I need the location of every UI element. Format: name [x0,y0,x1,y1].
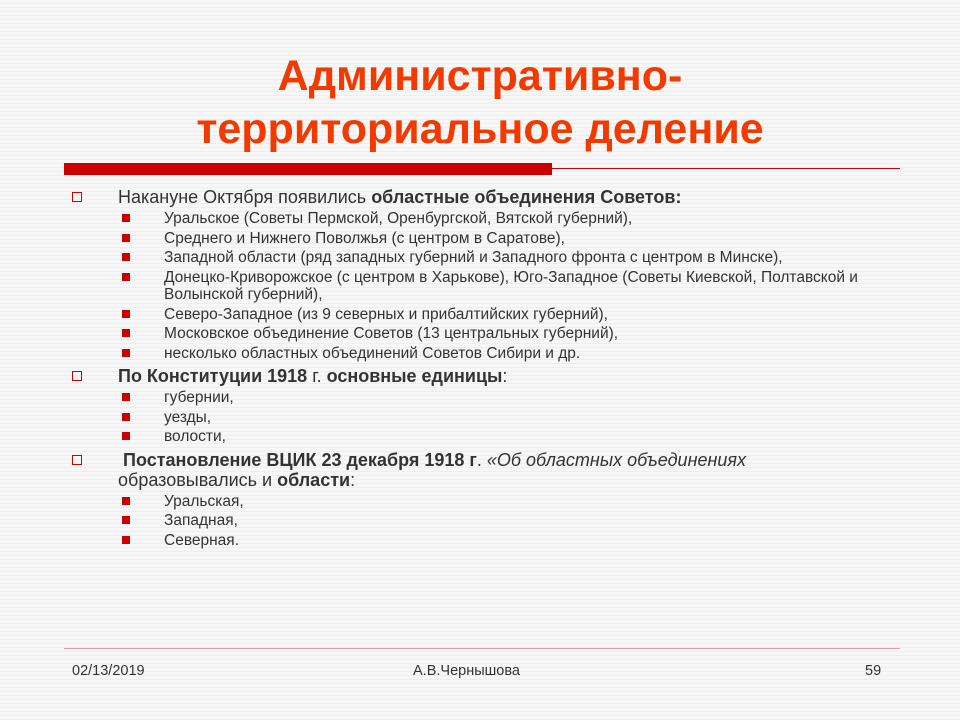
list-item-text: Уральская, [164,492,244,510]
list-item-text: Западной области (ряд западных губерний и Западного фронта с центром в Минске), [164,249,783,266]
bullet-text-bold: основные единицы [326,366,503,386]
title-divider-thick [64,163,552,175]
filled-square-bullet-icon [122,516,130,524]
list-item [118,306,872,324]
bullet-text [118,450,872,490]
list-item-text: Московское объединение Советов (13 центральных губерний), [164,325,619,342]
slide-content [72,187,872,551]
bullet-item-constitution [72,366,872,446]
bullet-text-bold: области [277,469,351,490]
footer-divider [64,648,900,649]
list-item [118,230,872,248]
bullet-item-decree [72,450,872,550]
filled-square-bullet-icon [122,329,130,337]
filled-square-bullet-icon [122,349,130,357]
list-item [118,210,872,228]
sub-list [118,389,872,446]
bullet-text-bold: По Конституции 1918 [118,366,308,386]
list-item [118,409,872,427]
bullet-text-part: Накануне Октября появились [118,187,372,207]
filled-square-bullet-icon [122,413,130,421]
bullet-text-part: . [476,449,487,470]
bullet-text-part: : [350,469,356,490]
filled-square-bullet-icon [122,273,130,281]
list-item [118,493,872,511]
filled-square-bullet-icon [122,234,130,242]
list-item-text: Среднего и Нижнего Поволжья (с центром в Саратове), [164,229,565,247]
title-line-2: территориальное деление [196,105,764,153]
filled-square-bullet-icon [122,310,130,318]
sub-list [118,210,872,362]
bullet-item-october [72,187,872,362]
bullet-text-italic: «Об областных объединениях [486,449,747,470]
list-item-text: Северо-Западное (из 9 северных и прибалтийских губерний), [164,305,608,323]
hollow-square-bullet-icon [72,192,82,202]
list-item-text: несколько областных объединений Советов Сибири и др. [164,344,581,362]
filled-square-bullet-icon [122,432,130,440]
filled-square-bullet-icon [122,253,130,261]
list-item [118,325,872,343]
list-item-text: уезды, [164,408,212,426]
slide-title [60,50,900,156]
list-item-text: Донецко-Криворожское (с центром в Харькове), Юго-Западное (Советы Киевской, Полтавской и Волынской губерний), [164,268,858,303]
hollow-square-bullet-icon [72,371,82,381]
list-item-text: губернии, [164,389,234,406]
title-line-1: Административно- [277,52,683,100]
list-item-text: волости, [164,428,226,445]
page-number: 59 [865,663,882,679]
bullet-text-part: образовывались и [118,449,757,490]
list-item-text: Уральское (Советы Пермской, Оренбургской, Вятской губерний), [164,210,633,227]
bullet-text-bold: Постановление ВЦИК 23 декабря 1918 г [118,449,477,470]
list-item [118,345,872,363]
sub-list [118,493,872,550]
filled-square-bullet-icon [122,536,130,544]
hollow-square-bullet-icon [72,455,82,465]
bullet-text [118,366,872,386]
list-item [118,428,872,446]
list-item [118,532,872,550]
title-divider-thin [552,168,900,169]
filled-square-bullet-icon [122,214,130,222]
list-item-text: Северная. [164,531,239,549]
footer-author: А.В.Чернышова [413,663,520,679]
list-item-text: Западная, [164,512,238,529]
title-divider [64,163,900,175]
filled-square-bullet-icon [122,497,130,505]
list-item [118,389,872,407]
bullet-text-bold: областные объединения Советов: [371,187,682,207]
list-item [118,512,872,530]
list-item [118,249,872,267]
bullet-text-part: г. [307,366,327,386]
filled-square-bullet-icon [122,393,130,401]
list-item [118,269,872,304]
footer-date: 02/13/2019 [72,663,145,679]
bullet-text [118,187,872,207]
bullet-text-part: : [502,366,508,386]
